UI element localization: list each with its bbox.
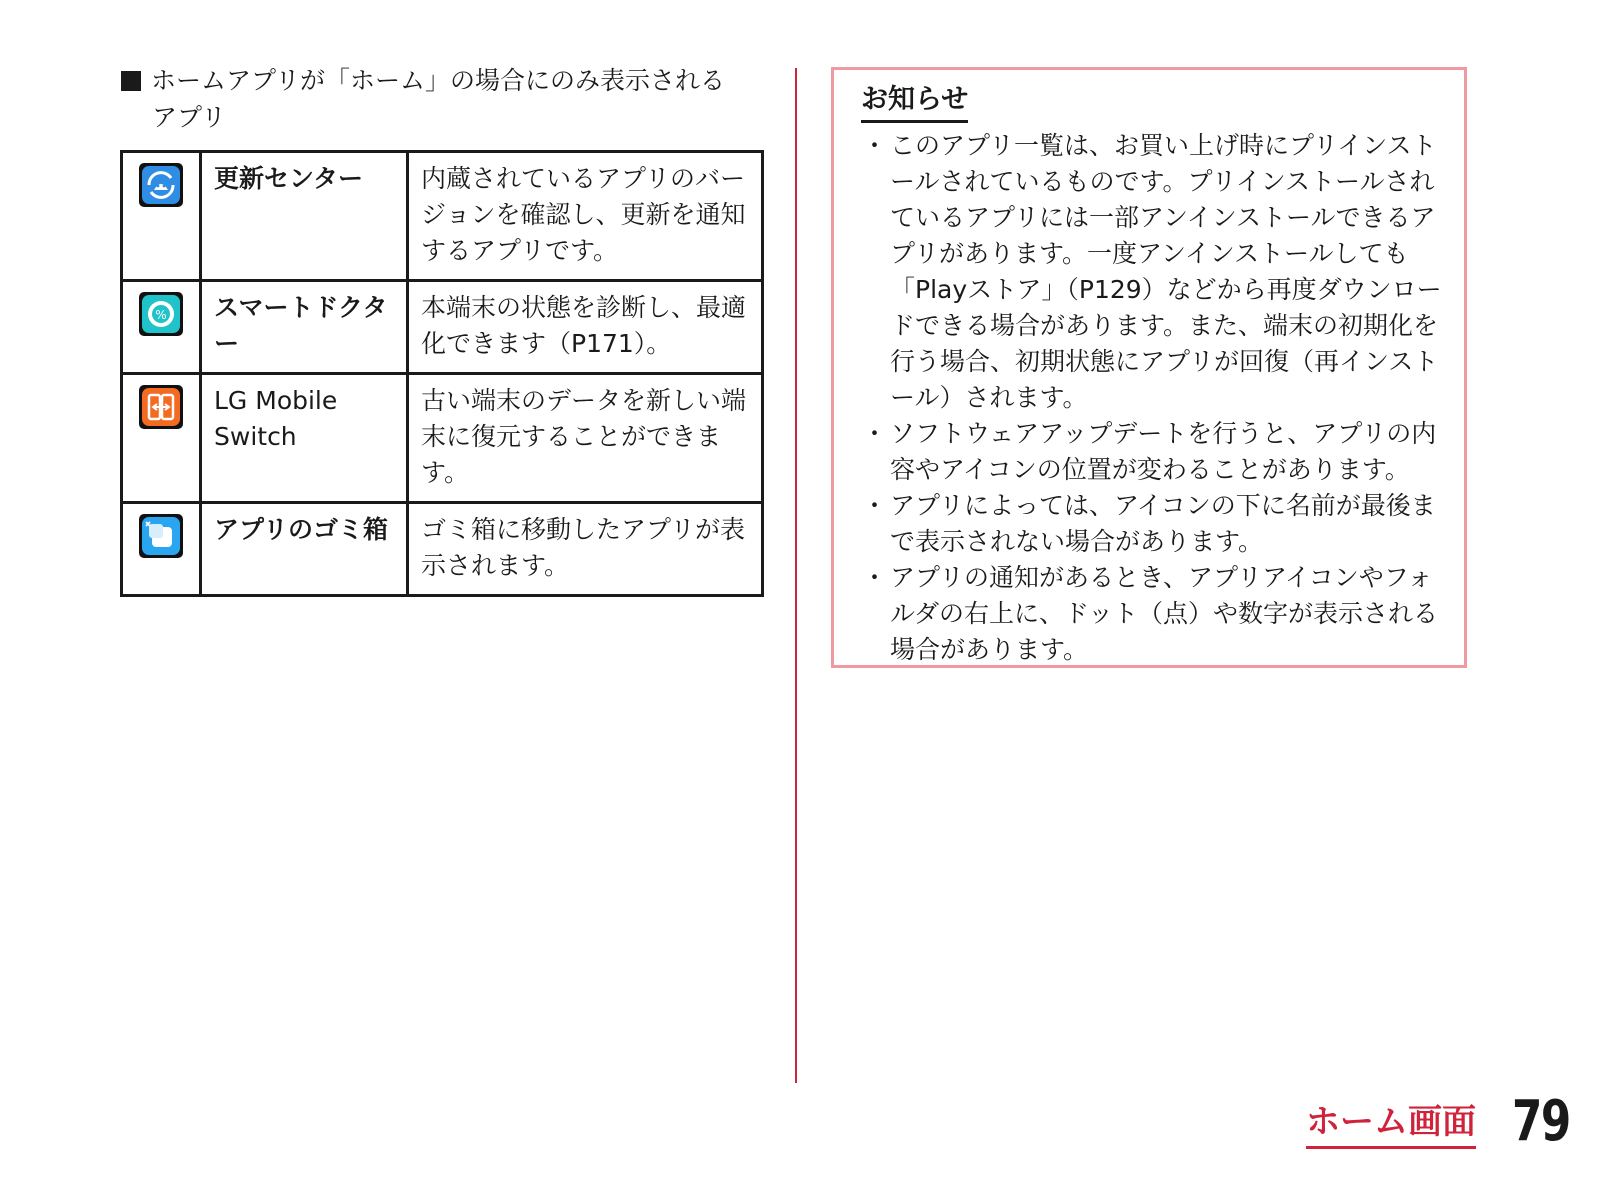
app-name: アプリのゴミ箱 bbox=[201, 503, 408, 596]
column-divider bbox=[795, 68, 797, 1083]
app-description: 古い端末のデータを新しい端末に復元することができます。 bbox=[408, 374, 763, 503]
square-bullet-icon bbox=[121, 71, 141, 91]
app-description: 内蔵されているアプリのバージョンを確認し、更新を通知するアプリです。 bbox=[408, 152, 763, 281]
list-item bbox=[856, 416, 1446, 488]
notice-box bbox=[831, 67, 1467, 668]
bullet-dot-icon: ・ bbox=[862, 131, 888, 160]
table-row bbox=[122, 503, 763, 596]
app-description: ゴミ箱に移動したアプリが表示されます。 bbox=[408, 503, 763, 596]
bullet-dot-icon: ・ bbox=[862, 491, 888, 520]
bullet-dot-icon: ・ bbox=[862, 563, 888, 592]
notice-item-text: アプリの通知があるとき、アプリアイコンやフォルダの右上に、ドット（点）や数字が表示される場合があります。 bbox=[890, 563, 1439, 664]
section-heading-line2: アプリ bbox=[152, 103, 227, 132]
list-item bbox=[856, 488, 1446, 560]
lg-mobile-switch-icon bbox=[139, 385, 183, 429]
notice-title: お知らせ bbox=[861, 80, 968, 123]
notice-list bbox=[856, 128, 1446, 668]
page-number: 79 bbox=[1512, 1089, 1570, 1154]
smart-doctor-icon bbox=[139, 292, 183, 336]
list-item bbox=[856, 128, 1446, 416]
app-table bbox=[120, 150, 764, 597]
app-description: 本端末の状態を診断し、最適化できます（P171）。 bbox=[408, 281, 763, 374]
app-name: LG Mobile Switch bbox=[201, 374, 408, 503]
section-heading-line1: ホームアプリが「ホーム」の場合にのみ表示される bbox=[151, 66, 726, 95]
svg-text:%: % bbox=[155, 308, 167, 322]
section-heading bbox=[121, 62, 761, 136]
list-item bbox=[856, 560, 1446, 668]
app-name: スマートドクター bbox=[201, 281, 408, 374]
chapter-title: ホーム画面 bbox=[1306, 1098, 1476, 1149]
notice-item-text: このアプリ一覧は、お買い上げ時にプリインストールされているものです。プリインストールされているアプリには一部アンインストールできるアプリがあります。一度アンインストールしても「Playストア」（P129）などから再度ダウンロードできる場合があります。また、端末の初期化を行う場合、初期状態にアプリが回復（再インストール）されます。 bbox=[890, 131, 1442, 412]
table-row bbox=[122, 374, 763, 503]
update-center-icon bbox=[139, 163, 183, 207]
app-trash-icon bbox=[139, 514, 183, 558]
table-row bbox=[122, 281, 763, 374]
table-row bbox=[122, 152, 763, 281]
notice-item-text: ソフトウェアアップデートを行うと、アプリの内容やアイコンの位置が変わることがあります。 bbox=[890, 419, 1437, 484]
bullet-dot-icon: ・ bbox=[862, 419, 888, 448]
notice-item-text: アプリによっては、アイコンの下に名前が最後まで表示されない場合があります。 bbox=[890, 491, 1436, 556]
app-name: 更新センター bbox=[201, 152, 408, 281]
